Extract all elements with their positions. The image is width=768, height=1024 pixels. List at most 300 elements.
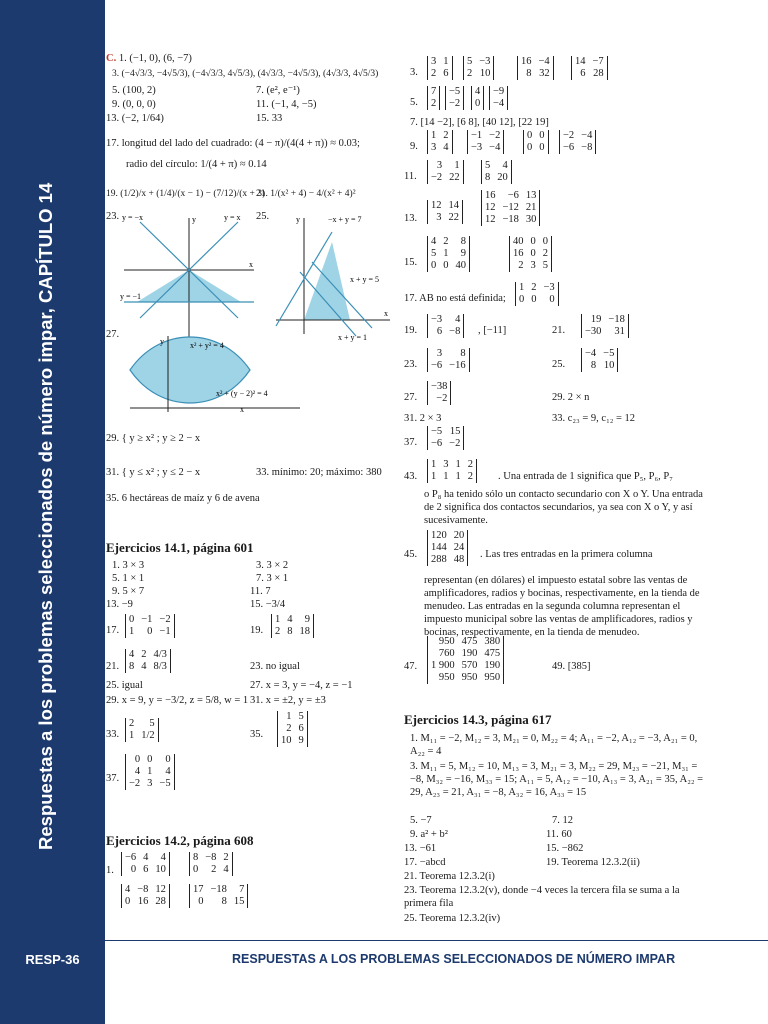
- answer-r45-paragraph: representan (en dólares) el impuesto estatal sobre las ventas de amplificadores, radios y bocinas, respectivamente, en la tienda de menudeo. Las entradas en la segunda columna representan el impuesto municipal sobre las ventas de amplificadores, radios y bocinas, respectivamente, en la tienda de menudeo.: [424, 575, 700, 638]
- matrix-cell: 950: [484, 672, 501, 683]
- chapter-sidebar: [0, 0, 105, 1024]
- matrix-cell: −1: [159, 626, 171, 637]
- matrix-cell: 4: [143, 852, 149, 863]
- matrix-cell: 6: [436, 326, 443, 337]
- matrix-cell: 0: [539, 142, 545, 153]
- answer-r43-text: . Una entrada de 1 significa que P₅, P₆, P₇: [498, 471, 673, 482]
- graph-25: [272, 212, 396, 342]
- matrix-cell: 6: [580, 68, 586, 79]
- matrix-cell: −4: [585, 348, 597, 359]
- page-number: RESP-36: [25, 952, 80, 967]
- answer-r15-label: 15.: [404, 257, 418, 268]
- matrix-cell: 40: [455, 260, 466, 271]
- matrix-cell: 6: [143, 864, 149, 875]
- label-23-1: y: [192, 215, 196, 224]
- matrix-cell: 190: [484, 660, 501, 671]
- matrix-cell: 16: [485, 190, 496, 201]
- matrix-r15a: [427, 236, 470, 272]
- answer-c33: 33. mínimo: 20; máximo: 380: [256, 467, 382, 478]
- matrix-cell: 1: [431, 459, 437, 470]
- answer-143-13: 13. −61: [404, 843, 437, 854]
- answer-r45-text: . Las tres entradas en la primera columna: [480, 549, 653, 560]
- matrix-cell: −3: [471, 142, 483, 153]
- matrix-cell: 3: [443, 459, 449, 470]
- answer-141-25: 25. igual: [106, 680, 143, 691]
- matrix-cell: −2: [449, 438, 461, 449]
- label-27-3: x: [240, 405, 244, 414]
- matrix-cell: 22: [449, 172, 460, 183]
- matrix-cell: 3: [436, 212, 442, 223]
- matrix-cell: 3: [436, 160, 443, 171]
- label-23-2: y = x: [224, 213, 241, 222]
- matrix-cell: 570: [461, 660, 478, 671]
- matrix-cell: 2: [531, 282, 537, 293]
- matrix-cell: 475: [484, 648, 501, 659]
- matrix-cell: −18: [502, 214, 519, 225]
- matrix-r3b: [463, 56, 494, 80]
- label-27-1: x² + y² = 4: [190, 341, 224, 350]
- answer-r25-label: 25.: [552, 359, 566, 370]
- matrix-cell: 190: [461, 648, 478, 659]
- matrix-cell: 0: [531, 294, 537, 305]
- answer-141-31: 31. x = ±2, y = ±3: [250, 695, 326, 706]
- matrix-cell: 2: [431, 98, 437, 109]
- matrix-cell: 2: [443, 236, 449, 247]
- answer-r47-label: 47.: [404, 661, 418, 672]
- matrix-cell: −6: [431, 438, 443, 449]
- answer-143-1: 1. M₁₁ = −2, M₁₂ = 3, M₂₁ = 0, M₂₂ = 4; A₁₁ = −2, A₁₂ = −3, A₂₁ = 0, A₂₂ = 4: [410, 733, 698, 757]
- matrix-cell: 3: [431, 142, 437, 153]
- answer-c35: 35. 6 hectáreas de maíz y 6 de avena: [106, 493, 260, 504]
- matrix-cell: 1/2: [141, 730, 155, 741]
- matrix-cell: 0: [549, 294, 555, 305]
- answer-r17: 17. AB no está definida;: [404, 293, 506, 304]
- answer-c19: 19. (1/2)/x + (1/4)/(x − 1) − (7/12)/(x + 3): [106, 189, 266, 199]
- matrix-cell: 8: [287, 626, 293, 637]
- answer-143-9: 9. a² + b²: [410, 829, 448, 840]
- answer-143-15: 15. −862: [546, 843, 584, 854]
- answer-c21: 21. 1/(x² + 4) − 4/(x² + 4)²: [256, 189, 356, 199]
- graph-23: [120, 212, 258, 342]
- answer-141-17-label: 17.: [106, 625, 120, 636]
- matrix-cell: 5: [485, 160, 491, 171]
- matrix-cell: 4: [287, 614, 293, 625]
- matrix-cell: −12: [502, 202, 519, 213]
- matrix-cell: −2: [431, 172, 443, 183]
- matrix-cell: −5: [449, 86, 461, 97]
- answer-r23-label: 23.: [404, 359, 418, 370]
- matrix-cell: 7: [239, 884, 245, 895]
- answer-143-23: 23. Teorema 12.3.2(v), donde −4 veces la tercera fila se suma a la primera fila: [404, 885, 680, 909]
- matrix-cell: 12: [485, 214, 496, 225]
- label-25-0: y: [296, 215, 300, 224]
- matrix-cell: −8: [581, 142, 593, 153]
- matrix-cell: 10: [603, 360, 615, 371]
- answer-141-23: 23. no igual: [250, 661, 300, 672]
- matrix-cell: 20: [497, 172, 508, 183]
- matrix-cell: 8: [221, 896, 227, 907]
- matrix-r15b: [509, 236, 552, 272]
- matrix-cell: 14: [575, 56, 586, 67]
- matrix-r25: [581, 348, 618, 372]
- matrix-cell: 20: [453, 530, 465, 541]
- matrix-cell: 1: [129, 730, 135, 741]
- matrix-cell: −2: [436, 393, 448, 404]
- matrix-r5c: [471, 86, 484, 110]
- label-23-4: y = −1: [120, 292, 142, 301]
- matrix-cell: −2: [563, 130, 575, 141]
- matrix-cell: 13: [525, 190, 537, 201]
- matrix-cell: −4: [493, 98, 505, 109]
- matrix-cell: 0: [527, 142, 533, 153]
- matrix-r47: [427, 636, 504, 684]
- matrix-cell: 0: [527, 130, 533, 141]
- matrix-cell: 1: [129, 626, 135, 637]
- matrix-r21: [581, 314, 629, 338]
- matrix-142-1b: [189, 852, 233, 876]
- answer-c23-label: 23.: [106, 211, 120, 222]
- answer-c15: 15. 33: [256, 113, 283, 124]
- matrix-cell: −3: [431, 314, 443, 325]
- answer-141-19-label: 19.: [250, 625, 264, 636]
- answer-c9: 9. (0, 0, 0): [112, 99, 156, 110]
- matrix-cell: 8: [485, 172, 491, 183]
- answer-c3: 3. (−4√3/3, −4√5/3), (−4√3/3, 4√5/3), (4√3/3, −4√5/3), (4√3/3, 4√5/3): [112, 69, 379, 79]
- matrix-cell: 120: [431, 530, 447, 541]
- matrix-cell: −4: [489, 142, 501, 153]
- matrix-cell: 1: [431, 130, 437, 141]
- answer-r27-label: 27.: [404, 392, 418, 403]
- matrix-cell: −2: [449, 98, 461, 109]
- matrix-cell: 16: [521, 56, 532, 67]
- answer-c11: 11. (−1, 4, −5): [256, 99, 317, 110]
- matrix-cell: 7: [431, 86, 437, 97]
- matrix-cell: 950: [461, 672, 478, 683]
- answer-r45-label: 45.: [404, 549, 418, 560]
- answer-141-35-label: 35.: [250, 729, 264, 740]
- matrix-cell: 1: [431, 471, 437, 482]
- answer-r7: 7. [14 −2], [6 8], [40 12], [22 19]: [410, 117, 549, 128]
- matrix-141-21: [125, 649, 171, 673]
- answer-141-5: 5. 1 × 1: [112, 573, 145, 584]
- matrix-cell: 0: [443, 260, 449, 271]
- matrix-cell: 0: [530, 236, 536, 247]
- matrix-cell: 8: [193, 852, 199, 863]
- matrix-cell: 0: [147, 626, 153, 637]
- matrix-cell: 950: [438, 636, 455, 647]
- matrix-cell: 15: [233, 896, 245, 907]
- matrix-cell: 3: [436, 348, 443, 359]
- matrix-cell: 10: [281, 735, 292, 746]
- matrix-cell: 4: [134, 766, 141, 777]
- matrix-cell: 5: [298, 711, 304, 722]
- matrix-cell: 32: [539, 68, 550, 79]
- label-23-0: y = −x: [122, 213, 144, 222]
- matrix-cell: 950: [438, 672, 455, 683]
- matrix-cell: 16: [137, 896, 149, 907]
- matrix-cell: 15: [449, 426, 461, 437]
- matrix-cell: 10: [155, 864, 166, 875]
- matrix-cell: 4: [455, 314, 461, 325]
- matrix-cell: 3: [147, 778, 153, 789]
- matrix-cell: −2: [129, 778, 141, 789]
- answer-141-33-label: 33.: [106, 729, 120, 740]
- matrix-cell: 0: [129, 614, 135, 625]
- answer-141-13: 13. −9: [106, 599, 133, 610]
- matrix-cell: 1: [147, 766, 153, 777]
- answer-r11-label: 11.: [404, 171, 417, 182]
- answer-141-1: 1. 3 × 3: [112, 560, 145, 571]
- matrix-cell: 5: [149, 718, 155, 729]
- answer-r49: 49. [385]: [552, 661, 591, 672]
- answer-143-25: 25. Teorema 12.3.2(iv): [404, 913, 501, 924]
- answer-c5: 5. (100, 2): [112, 85, 156, 96]
- answer-c31: 31. { y ≤ x² ; y ≤ 2 − x: [106, 467, 201, 478]
- matrix-cell: 6: [298, 723, 304, 734]
- answer-141-37-label: 37.: [106, 773, 120, 784]
- matrix-cell: −6: [125, 852, 137, 863]
- matrix-cell: 4: [502, 160, 508, 171]
- matrix-r13b: [481, 190, 540, 226]
- answer-c29: 29. { y ≥ x² ; y ≥ 2 − x: [106, 433, 201, 444]
- section-heading-14-1: Ejercicios 14.1, página 601: [106, 540, 254, 555]
- matrix-cell: 8: [460, 236, 466, 247]
- answer-143-21: 21. Teorema 12.3.2(i): [404, 871, 495, 882]
- answer-r3-label: 3.: [410, 67, 418, 78]
- label-27-2: x² + (y − 2)² = 4: [216, 389, 268, 398]
- matrix-cell: 0: [165, 754, 171, 765]
- answer-143-7: 7. 12: [552, 815, 573, 826]
- matrix-cell: 0: [431, 260, 437, 271]
- matrix-cell: 21: [525, 202, 537, 213]
- label-23-3: x: [249, 260, 253, 269]
- matrix-cell: 24: [453, 542, 465, 553]
- answer-r29: 29. 2 × n: [552, 392, 590, 403]
- answer-143-19: 19. Teorema 12.3.2(ii): [546, 857, 640, 868]
- matrix-cell: 0: [475, 98, 481, 109]
- matrix-cell: −8: [137, 884, 149, 895]
- answer-143-17: 17. −abcd: [404, 857, 446, 868]
- matrix-cell: 2: [443, 130, 449, 141]
- answer-c17a: 17. longitud del lado del cuadrado: (4 − π)/(4(4 + π)) ≈ 0.03;: [106, 138, 360, 149]
- matrix-cell: 0: [198, 896, 204, 907]
- sidebar-title: Respuestas a los problemas seleccionados de número impar, CAPÍTULO 14: [35, 182, 56, 850]
- section-heading-14-2: Ejercicios 14.2, página 608: [106, 833, 254, 848]
- matrix-cell: 0: [134, 754, 141, 765]
- matrix-r27: [427, 381, 451, 405]
- matrix-cell: 28: [155, 896, 166, 907]
- matrix-cell: −2: [489, 130, 501, 141]
- matrix-cell: 48: [453, 554, 465, 565]
- matrix-cell: 2: [542, 248, 548, 259]
- answer-r33: 33. c₂₃ = 9, c₁₂ = 12: [552, 413, 636, 424]
- matrix-cell: 1: [443, 56, 449, 67]
- matrix-141-33: [125, 718, 159, 742]
- matrix-cell: −4: [538, 56, 550, 67]
- matrix-r5d: [489, 86, 508, 110]
- matrix-142-1a: [121, 852, 170, 876]
- matrix-cell: 9: [460, 248, 466, 259]
- answer-141-11: 11. 7: [250, 586, 271, 597]
- matrix-r3c: [517, 56, 554, 80]
- matrix-cell: 2: [467, 68, 473, 79]
- matrix-r19: [427, 314, 464, 338]
- matrix-cell: 2: [467, 459, 473, 470]
- matrix-cell: 1: [455, 471, 461, 482]
- matrix-cell: 16: [513, 248, 524, 259]
- matrix-141-17: [125, 614, 175, 638]
- matrix-cell: 8: [129, 661, 135, 672]
- matrix-cell: 380: [484, 636, 501, 647]
- matrix-cell: 4: [125, 884, 131, 895]
- label-25-4: x + y = 1: [338, 333, 368, 342]
- matrix-cell: 9: [298, 735, 304, 746]
- matrix-cell: −6: [563, 142, 575, 153]
- matrix-r17: [515, 282, 559, 306]
- matrix-cell: −7: [592, 56, 604, 67]
- answer-c7: 7. (e², e⁻¹): [256, 85, 300, 96]
- matrix-cell: 12: [155, 884, 166, 895]
- matrix-cell: 2: [141, 649, 147, 660]
- matrix-cell: 0: [530, 248, 536, 259]
- matrix-cell: 19: [590, 314, 602, 325]
- matrix-cell: 0: [147, 754, 153, 765]
- matrix-cell: 4: [160, 852, 166, 863]
- matrix-cell: 12: [431, 200, 442, 211]
- answer-141-27: 27. x = 3, y = −4, z = −1: [250, 680, 353, 691]
- matrix-cell: 0: [519, 294, 525, 305]
- matrix-cell: 5: [542, 260, 548, 271]
- matrix-cell: −18: [210, 884, 227, 895]
- matrix-cell: 22: [448, 212, 459, 223]
- answer-141-29: 29. x = 9, y = −3/2, z = 5/8, w = 1: [106, 695, 249, 706]
- matrix-r13a: [427, 200, 463, 224]
- matrix-r9b: [467, 130, 504, 154]
- answer-142-1-label: 1.: [106, 865, 114, 876]
- matrix-cell: 1: [519, 282, 525, 293]
- matrix-cell: 10: [479, 68, 491, 79]
- matrix-cell: 3: [530, 260, 536, 271]
- matrix-cell: 2: [467, 471, 473, 482]
- answer-143-11: 11. 60: [546, 829, 572, 840]
- matrix-cell: 40: [513, 236, 524, 247]
- answer-text: 1. (−1, 0), (6, −7): [118, 53, 192, 64]
- matrix-cell: 4: [431, 236, 437, 247]
- footer-title: RESPUESTAS A LOS PROBLEMAS SELECCIONADOS DE NÚMERO IMPAR: [232, 952, 676, 966]
- matrix-cell: 475: [461, 636, 478, 647]
- matrix-cell: −30: [585, 326, 602, 337]
- matrix-cell: 4: [223, 864, 229, 875]
- answer-c13: 13. (−2, 1/64): [106, 113, 164, 124]
- matrix-cell: 1: [275, 614, 281, 625]
- matrix-cell: 2: [518, 260, 524, 271]
- matrix-cell: −6: [507, 190, 519, 201]
- answer-r9-label: 9.: [410, 141, 418, 152]
- label-27-0: y: [160, 337, 164, 346]
- answer-r21-label: 21.: [552, 325, 566, 336]
- matrix-r9c: [523, 130, 549, 154]
- answer-c1: [106, 52, 192, 65]
- matrix-cell: 144: [431, 542, 447, 553]
- matrix-cell: −38: [431, 381, 448, 392]
- matrix-r9a: [427, 130, 453, 154]
- matrix-cell: 4: [443, 142, 449, 153]
- matrix-cell: −16: [449, 360, 466, 371]
- answer-r31: 31. 2 × 3: [404, 413, 442, 424]
- matrix-cell: 4: [141, 661, 147, 672]
- answer-r19-scalar: , [−11]: [478, 325, 507, 336]
- matrix-141-35: [277, 711, 308, 747]
- matrix-cell: 5: [431, 248, 437, 259]
- matrix-r37: [427, 426, 464, 450]
- matrix-cell: 2: [223, 852, 229, 863]
- answer-143-5: 5. −7: [410, 815, 432, 826]
- matrix-cell: 8: [526, 68, 532, 79]
- matrix-r3d: [571, 56, 608, 80]
- answer-r43-paragraph: o P₈ ha tenido sólo un contacto secundario con X o Y. Una entrada de 2 significa dos contactos secundarios, ya sea con X o Y, y así sucesivamente.: [424, 489, 703, 526]
- answer-141-3: 3. 3 × 2: [256, 560, 289, 571]
- answer-r37-label: 37.: [404, 437, 418, 448]
- matrix-cell: 1: [443, 248, 449, 259]
- matrix-cell: 0: [130, 864, 137, 875]
- matrix-cell: 6: [443, 68, 449, 79]
- matrix-cell: −5: [603, 348, 615, 359]
- matrix-cell: −5: [159, 778, 171, 789]
- matrix-cell: 1: [286, 711, 292, 722]
- matrix-cell: 8: [590, 360, 597, 371]
- matrix-r5b: [445, 86, 464, 110]
- matrix-cell: 1: [454, 160, 460, 171]
- section-heading-14-3: Ejercicios 14.3, página 617: [404, 712, 552, 727]
- matrix-cell: 9: [304, 614, 310, 625]
- matrix-cell: 2: [286, 723, 292, 734]
- matrix-cell: −18: [608, 314, 625, 325]
- matrix-cell: 288: [431, 554, 447, 565]
- label-25-3: x: [384, 309, 388, 318]
- matrix-cell: 2: [431, 68, 437, 79]
- matrix-cell: 4: [129, 649, 135, 660]
- matrix-142-1c: [121, 884, 170, 908]
- matrix-cell: −8: [449, 326, 461, 337]
- matrix-cell: 1: [443, 471, 449, 482]
- answer-c17b: radio del círculo: 1/(4 + π) ≈ 0.14: [126, 159, 267, 170]
- matrix-r43: [427, 459, 477, 483]
- answer-r13-label: 13.: [404, 213, 418, 224]
- matrix-141-19: [271, 614, 314, 638]
- answer-143-3: 3. M₁₁ = 5, M₁₂ = 10, M₁₃ = 3, M₂₁ = 3, M₂₂ = 29, M₂₃ = −21, M₃₁ = −8, M₃₂ = −16, M₃₃ = 15; A₁₁ = 5, A₁₂ = −10, A₁₃ = 3, A₂₁ = 35, A₂₂ = 29, A₂₃ = 21, A₃₁ = −8, A₃₂ = 16, A₃₃ = 15: [410, 761, 704, 798]
- matrix-r3a: [427, 56, 453, 80]
- answer-r5-label: 5.: [410, 97, 418, 108]
- matrix-cell: −2: [159, 614, 171, 625]
- matrix-cell: 1: [455, 459, 461, 470]
- matrix-cell: 2: [275, 626, 281, 637]
- matrix-cell: 18: [299, 626, 310, 637]
- label-25-2: x + y = 5: [350, 275, 380, 284]
- matrix-cell: 5: [467, 56, 473, 67]
- matrix-r9d: [559, 130, 596, 154]
- matrix-cell: −8: [205, 852, 217, 863]
- matrix-cell: −1: [141, 614, 153, 625]
- matrix-r11b: [481, 160, 512, 184]
- matrix-cell: 30: [525, 214, 537, 225]
- matrix-cell: 31: [614, 326, 625, 337]
- answer-r43-label: 43.: [404, 471, 418, 482]
- answer-r19-label: 19.: [404, 325, 418, 336]
- matrix-cell: −5: [431, 426, 443, 437]
- matrix-r5a: [427, 86, 440, 110]
- matrix-cell: 0: [542, 236, 548, 247]
- answer-c27-label: 27.: [106, 329, 120, 340]
